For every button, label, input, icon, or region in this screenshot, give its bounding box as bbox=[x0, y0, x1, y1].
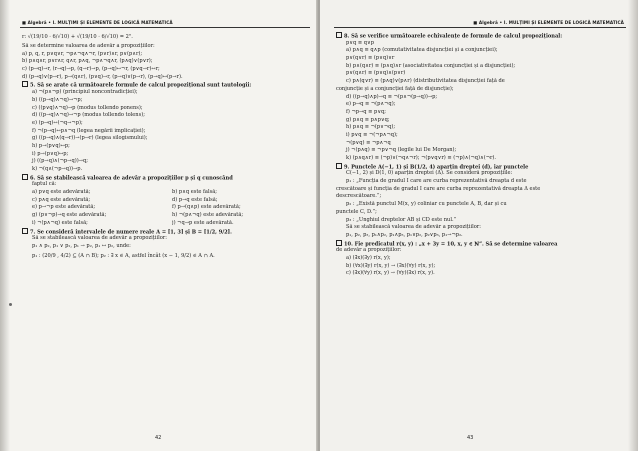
line-text: e) p→q ≡ ¬(p∧¬q); bbox=[346, 101, 396, 108]
text-line bbox=[336, 186, 632, 194]
line-text: c) (∃x)(∀y) r(x, y) → (∀y)(∃x) r(x, y). bbox=[346, 270, 435, 277]
exercise-checkbox-icon bbox=[22, 174, 28, 180]
line-text: b) p∧(q∧r) ≡ (p∧q)∧r (asociativitatea conjuncției și a disjuncției); bbox=[346, 62, 516, 69]
line-text: p₃ : „Unghiul dreptelor AB și CD este nul.” bbox=[346, 216, 457, 223]
line-text: faptul că: bbox=[32, 181, 57, 188]
line-text: i) p∨q ≡ ¬(¬p∧¬q); bbox=[346, 131, 398, 138]
text-line bbox=[22, 243, 312, 251]
text-line bbox=[336, 63, 632, 71]
text-line bbox=[336, 209, 632, 217]
text-line bbox=[22, 143, 312, 151]
text-line bbox=[336, 224, 632, 232]
line-text: j) ((p→q)∧(¬p→q))→q; bbox=[32, 158, 88, 165]
text-line bbox=[336, 132, 632, 140]
text-line bbox=[22, 66, 312, 74]
text-line bbox=[22, 112, 312, 120]
line-text: c) (p→q)→r, (r→q)→p, (q→r)→p, (p→q)↔¬r, (p∨q→r)↔r; bbox=[22, 66, 160, 73]
line-text: r: √(19/10 · 6/√10) + √(19/10 · 6/√10) = 2". bbox=[22, 34, 133, 40]
text-line bbox=[336, 117, 632, 125]
line-text: 5. Să se arate că următoarele formule de calcul propozițional sunt tautologii: bbox=[30, 82, 252, 89]
column-item: f) p→(q∧p) este adevărată; bbox=[172, 204, 241, 211]
two-column-row bbox=[22, 204, 312, 212]
exercise-heading bbox=[22, 81, 312, 89]
text-line bbox=[336, 86, 632, 94]
text-line bbox=[22, 105, 312, 113]
line-text: crescătoare și funcția de gradul I care are curba reprezentativă dreapta Δ este bbox=[336, 185, 541, 192]
exercise-heading bbox=[22, 228, 312, 236]
line-text: g) ((p→q)∧(q→r))→(p→r) (legea silogismului); bbox=[32, 135, 148, 142]
text-line bbox=[336, 140, 632, 148]
text-line bbox=[22, 151, 312, 159]
text-line bbox=[22, 58, 312, 66]
line-text: b) p∧q∧r, p∨r∧r, q∧r, p∧q, ¬p∧¬q∧r, (p∧q)∨(p∨r); bbox=[22, 58, 153, 65]
text-line bbox=[336, 94, 632, 102]
text-line bbox=[336, 147, 632, 155]
line-text: k) (p∧q∧r) ≡ (¬p)∨(¬q∧¬r); ¬(p∨q∨r) ≡ (¬p)∧(¬q)∧(¬r). bbox=[346, 155, 497, 161]
text-line bbox=[336, 217, 632, 225]
line-text: p₁ : (20/9 , 4/2) ⊆ (A ∩ B); p₂ : ∃ x ∈ A, astfel încât (x − 1, 9/2) ∈ A ∩ A. bbox=[32, 252, 215, 259]
line-text: d) (p→q)∨(p→r), p→(q∧r), (p∨q)→r, (p→q)∨(p→r), (p→q)↔(p→r). bbox=[22, 73, 183, 80]
left-page bbox=[0, 0, 318, 451]
line-text: 6. Să se stabilească valoarea de adevăr a propozițiilor p și q cunoscând bbox=[30, 175, 233, 182]
text-line bbox=[22, 32, 312, 43]
line-text: p₁, p₂, p₃, p₁∧p₂, p₁∧p₃, p₁∨p₂, p₂∨p₃, p₁→¬p₂. bbox=[346, 231, 463, 238]
two-column-row bbox=[22, 189, 312, 197]
text-line bbox=[22, 135, 312, 143]
line-text: p∨q ≡ q∨p bbox=[346, 39, 375, 46]
line-text: Să se stabilească valoarea de adevăr a propozițiilor: bbox=[346, 224, 481, 231]
line-text: C(−1, 2) și D(1, 0) aparțin dreptei (Δ). Se consideră propozițiile: bbox=[346, 170, 513, 177]
text-line bbox=[336, 40, 632, 48]
text-line bbox=[22, 43, 312, 51]
line-text: g) p∧q ≡ p∧p∨q; bbox=[346, 116, 390, 123]
text-line bbox=[22, 181, 312, 189]
line-text: a) p∧q ≡ q∧p (comutativitatea disjuncției și a conjuncției); bbox=[346, 47, 498, 54]
column-item: g) (p∨¬p)→q este adevărată; bbox=[32, 212, 107, 219]
line-text: 8. Să se verifice următoarele echivalențe de formule de calcul propozițional: bbox=[344, 33, 563, 40]
text-line bbox=[22, 128, 312, 136]
header-rule bbox=[20, 27, 310, 28]
line-text: h) p→(p∨q)↔p; bbox=[32, 142, 70, 149]
text-line bbox=[336, 247, 632, 255]
column-item: d) p→q este falsă; bbox=[172, 196, 218, 203]
text-line bbox=[336, 101, 632, 109]
text-line bbox=[22, 166, 312, 174]
column-item: h) ¬(p∧¬q) este adevărată; bbox=[172, 212, 244, 219]
page-edge-shadow bbox=[0, 0, 10, 451]
text-line bbox=[336, 78, 632, 86]
line-text: c) p∧(q∨r) ≡ (p∧q)∨(p∧r) (distributivitatea disjuncției față de bbox=[346, 78, 505, 85]
two-column-row bbox=[22, 197, 312, 205]
text-line bbox=[336, 170, 632, 178]
line-text: conjuncție și a conjuncției față de disjuncție); bbox=[336, 85, 454, 92]
line-text: e) (p→q)↔(¬q→¬p); bbox=[32, 119, 83, 126]
text-line bbox=[336, 255, 632, 263]
line-text: p₁ ∧ p₂, p₁ ∨ p₂, p₁ → p₂, p₁ ↔ p₂, unde: bbox=[32, 242, 131, 249]
text-line bbox=[336, 155, 632, 163]
text-line bbox=[336, 47, 632, 55]
line-text: b) (∀x)(∃y) r(x, y) → (∃x)(∀y) r(x, y); bbox=[346, 262, 436, 269]
text-line bbox=[22, 251, 312, 262]
line-text: p₁ : „Funcția de gradul I care are curba reprezentativă dreapta d este bbox=[346, 178, 527, 185]
text-line bbox=[22, 74, 312, 82]
line-text: p∨(q∨r) ≡ (p∨q)∨r bbox=[346, 55, 395, 62]
line-text: h) p∧q ≡ ¬(p∨¬q); bbox=[346, 124, 396, 131]
line-text: p₂ : „Există punctul M(x, y) coliniar cu punctele A, B, dar și cu bbox=[346, 201, 507, 208]
line-text: descrescătoare.”; bbox=[336, 193, 382, 200]
exercise-checkbox-icon bbox=[22, 81, 28, 87]
line-text: de adevăr a propozițiilor: bbox=[336, 247, 402, 254]
two-column-row bbox=[22, 220, 312, 228]
column-item: e) p→¬p este adevărată; bbox=[32, 204, 96, 211]
line-text: a) ¬(p∧¬p) (principiul noncontradicției); bbox=[32, 89, 138, 96]
text-line bbox=[22, 158, 312, 166]
text-line bbox=[336, 201, 632, 209]
exercise-heading bbox=[336, 163, 632, 171]
page-number: 43 bbox=[467, 435, 474, 441]
line-text: 10. Fie predicatul r(x, y) : „x + 3y = 10, x, y ∈ ℕ”. Să se determine valoarea bbox=[344, 241, 558, 248]
line-text: c) ((p∨q)∧¬q)→p (modus tollendo ponens); bbox=[32, 104, 143, 111]
text-line bbox=[336, 263, 632, 271]
running-head: ■ Algebră • I. MULȚIMI ȘI ELEMENTE DE LOGICĂ MATEMATICĂ bbox=[473, 20, 624, 25]
line-text: f) ¬p→q ≡ p∨q; bbox=[346, 108, 387, 115]
exercise-checkbox-icon bbox=[336, 240, 342, 246]
line-text: 7. Se consideră intervalele de numere reale A = [1, 3] și B = [1/2, 9/2]. bbox=[30, 229, 232, 235]
text-line bbox=[336, 124, 632, 132]
two-column-row bbox=[22, 212, 312, 220]
right-page bbox=[320, 0, 638, 451]
running-head: ■ Algebră • I. MULȚIMI ȘI ELEMENTE DE LOGICĂ MATEMATICĂ bbox=[22, 20, 173, 25]
column-item: i) ¬(p∧¬q) este falsă; bbox=[32, 219, 88, 226]
line-text: Să se stabilească valoarea de adevăr a propozițiilor: bbox=[32, 235, 167, 242]
line-text: p∨(q∧r) ≡ (p∨q)∧(p∨r) bbox=[346, 70, 406, 77]
column-item: c) p∧q este adevărată; bbox=[32, 196, 91, 203]
line-text: punctele C, D.”; bbox=[336, 208, 377, 215]
column-item: a) p∨q este adevărată; bbox=[32, 189, 91, 196]
exercise-heading bbox=[336, 240, 632, 248]
line-text: ¬(p∨q) ≡ ¬p∧¬q bbox=[346, 139, 391, 146]
column-item: j) ¬q→p este adevărată. bbox=[172, 219, 234, 226]
line-text: f) ¬(p→q)↔p∧¬q (legea negării implicației); bbox=[32, 127, 146, 134]
left-page-content bbox=[22, 32, 312, 262]
text-line bbox=[336, 70, 632, 78]
right-page-content bbox=[336, 32, 632, 278]
line-text: a) (∃x)(∃y) r(x, y); bbox=[346, 254, 391, 261]
exercise-checkbox-icon bbox=[336, 32, 342, 38]
punch-hole-mark bbox=[9, 303, 12, 306]
line-text: j) ¬(p∧q) ≡ ¬p∨¬q (legile lui De Morgan); bbox=[346, 147, 457, 154]
text-line bbox=[336, 193, 632, 201]
line-text: d) ((p→q)∧p)→q ≡ ¬(p∧¬(p→q))→p; bbox=[346, 93, 438, 100]
text-line bbox=[336, 109, 632, 117]
line-text: b) ((p→q)∧¬q)→¬p; bbox=[32, 96, 83, 103]
line-text: a) p, q, r, p∨q∨r, ¬p∧¬q∧¬r, (p∨r)∧r, p∨(p∧r); bbox=[22, 50, 143, 57]
header-rule bbox=[334, 27, 626, 28]
text-line bbox=[22, 235, 312, 243]
line-text: k) ¬(q∧(¬p→q))→p. bbox=[32, 166, 83, 172]
text-line bbox=[336, 178, 632, 186]
column-item: b) p∧q este falsă; bbox=[172, 189, 217, 196]
text-line bbox=[336, 270, 632, 278]
exercise-heading bbox=[336, 32, 632, 40]
line-text: Să se determine valoarea de adevăr a propozițiilor: bbox=[22, 43, 155, 49]
text-line bbox=[22, 89, 312, 97]
text-line bbox=[336, 55, 632, 63]
line-text: d) ((p→q)∧¬q)→¬p (modus tollendo tolens); bbox=[32, 112, 145, 119]
line-text: i) p→(p∨q)↔p; bbox=[32, 150, 69, 157]
exercise-heading bbox=[22, 174, 312, 182]
page-number: 42 bbox=[155, 435, 162, 441]
text-line bbox=[22, 120, 312, 128]
exercise-checkbox-icon bbox=[336, 163, 342, 169]
exercise-checkbox-icon bbox=[22, 228, 28, 234]
text-line bbox=[336, 232, 632, 240]
text-line bbox=[22, 51, 312, 59]
text-line bbox=[22, 97, 312, 105]
line-text: 9. Punctele A(−1, 1) și B(1/2, 4) aparțin dreptei (d), iar punctele bbox=[344, 164, 529, 171]
